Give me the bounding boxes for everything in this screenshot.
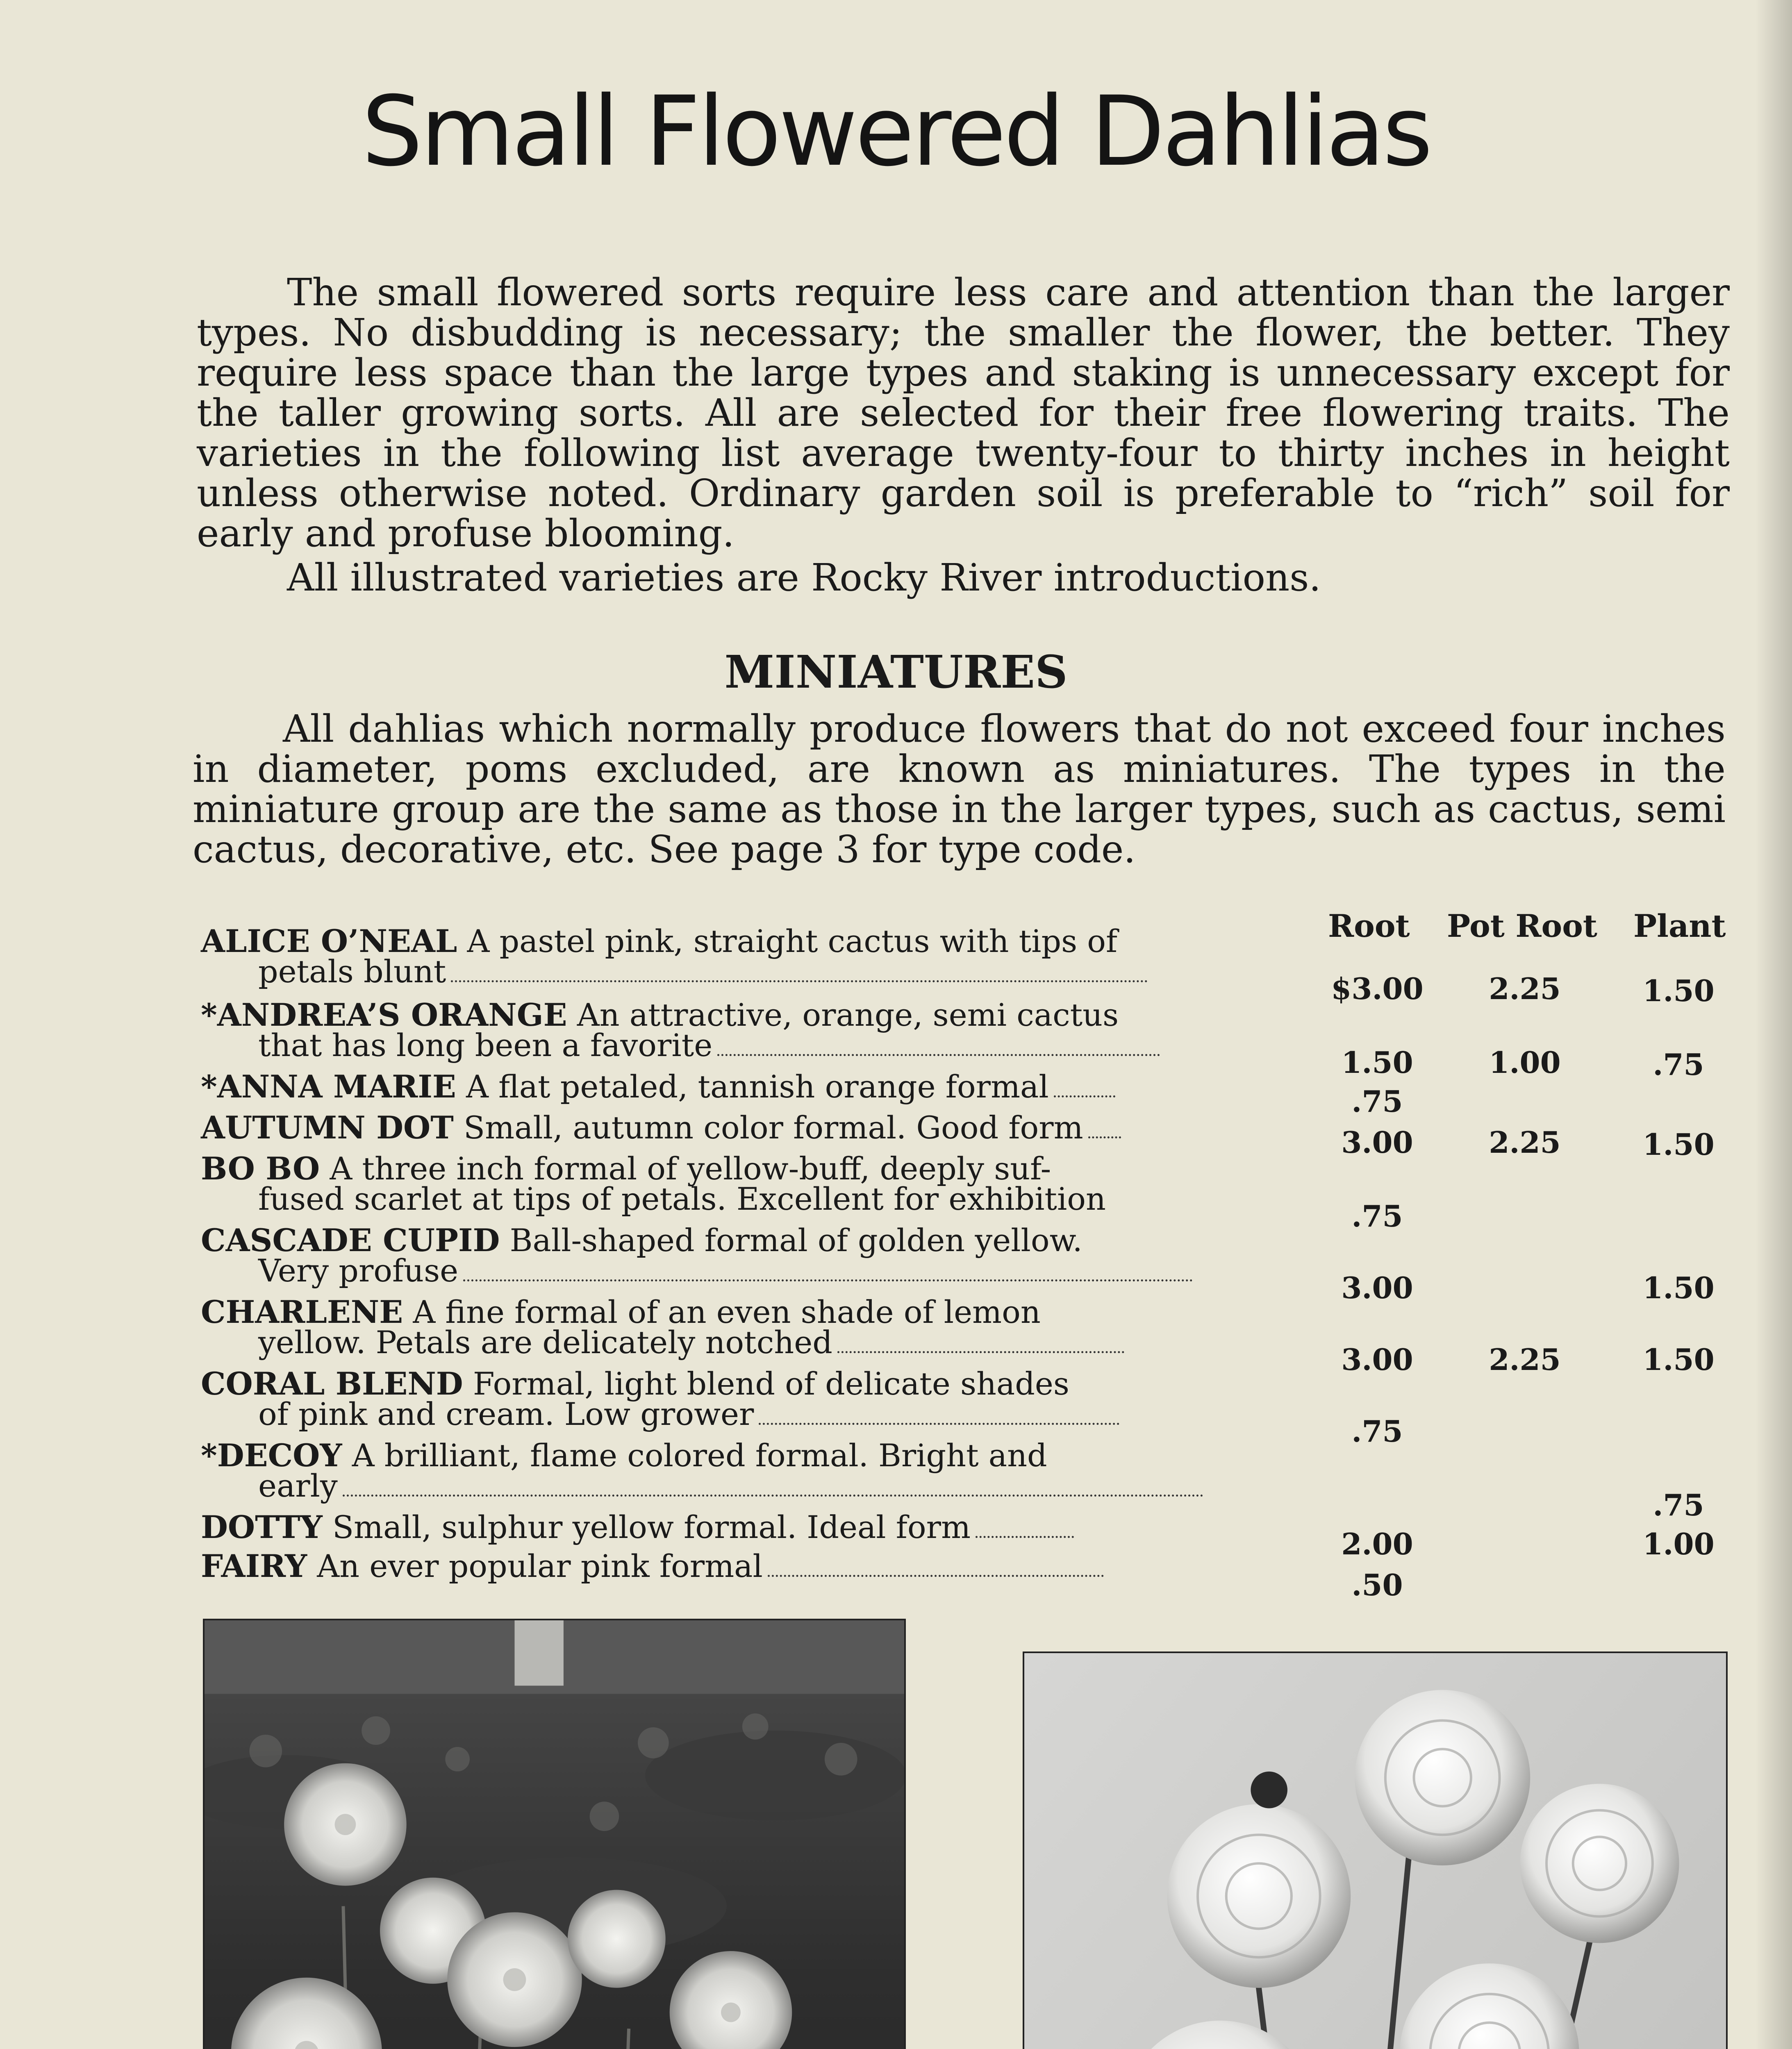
dot-leader xyxy=(717,1054,1160,1056)
section-intro: All dahlias which normally produce flowers that do not exceed four inches in diameter, poms excluded, are known as miniatures. The types in the miniature group are the same as those in the larger types, such as cactus, semi cactus, decorative, etc. See page 3 for type code. xyxy=(193,707,1726,871)
dahlia-field-image xyxy=(205,1620,904,2049)
price-root: 1.50 xyxy=(1341,1045,1413,1080)
dot-leader xyxy=(451,980,1148,982)
price-root: 3.00 xyxy=(1341,1270,1413,1305)
variety-name: ALICE O’NEAL xyxy=(201,923,457,959)
variety-item xyxy=(201,1109,1250,1146)
price-pot-root: 2.25 xyxy=(1489,1342,1561,1377)
variety-description: A brilliant, flame colored formal. Bright and xyxy=(352,1437,1047,1474)
variety-description-cont: petals blunt xyxy=(258,953,446,990)
section-heading: MINIATURES xyxy=(724,645,1068,698)
page-title: Small Flowered Dahlias xyxy=(362,76,1430,188)
variety-description: A pastel pink, straight cactus with tips of xyxy=(467,923,1118,959)
variety-description-cont: early xyxy=(258,1467,338,1504)
variety-name: DOTTY xyxy=(201,1509,323,1545)
dot-leader xyxy=(1054,1095,1115,1097)
price-pot-root: 2.25 xyxy=(1489,971,1561,1006)
dot-leader xyxy=(759,1423,1119,1425)
variety-item xyxy=(201,923,1250,990)
variety-item xyxy=(201,1548,1250,1584)
variety-description-cont: that has long been a favorite xyxy=(258,1027,713,1063)
variety-name: *ANNA MARIE xyxy=(201,1068,456,1105)
column-header-plant: Plant xyxy=(1633,908,1726,944)
price-plant: 1.50 xyxy=(1642,1342,1715,1377)
variety-description-cont: fused scarlet at tips of petals. Excellent for exhibition xyxy=(258,1181,1106,1217)
price-plant: 1.50 xyxy=(1642,973,1715,1008)
column-header-root: Root xyxy=(1328,908,1410,944)
variety-name: CHARLENE xyxy=(201,1294,403,1330)
variety-description: Formal, light blend of delicate shades xyxy=(473,1365,1069,1402)
dot-leader xyxy=(976,1536,1074,1538)
variety-description: An ever popular pink formal xyxy=(317,1548,763,1584)
variety-description: A flat petaled, tannish orange formal xyxy=(466,1068,1049,1105)
price-root: 3.00 xyxy=(1341,1125,1413,1160)
price-plant: 1.50 xyxy=(1642,1127,1715,1162)
price-root: 3.00 xyxy=(1341,1342,1413,1377)
variety-name: FAIRY xyxy=(201,1548,307,1584)
variety-description: Small, autumn color formal. Good form xyxy=(463,1109,1083,1146)
price-root: 2.00 xyxy=(1341,1527,1413,1561)
variety-description: Small, sulphur yellow formal. Ideal form xyxy=(332,1509,971,1545)
variety-description-cont: Very profuse xyxy=(258,1252,459,1289)
variety-description: An attractive, orange, semi cactus xyxy=(577,997,1119,1033)
price-pot-root: 1.00 xyxy=(1489,1045,1561,1080)
variety-description-cont: yellow. Petals are delicately notched xyxy=(258,1324,832,1361)
variety-item xyxy=(201,997,1250,1063)
price-plant: 1.00 xyxy=(1642,1527,1715,1561)
ball-dahlia-image xyxy=(1024,1653,1726,2049)
variety-item xyxy=(201,1365,1250,1432)
dot-leader xyxy=(463,1279,1193,1281)
dot-leader xyxy=(1088,1136,1121,1138)
variety-item xyxy=(201,1068,1250,1105)
variety-name: CORAL BLEND xyxy=(201,1365,463,1402)
price-pot-root: 2.25 xyxy=(1489,1125,1561,1160)
variety-description-cont: of pink and cream. Low grower xyxy=(258,1396,754,1432)
variety-name: *DECOY xyxy=(201,1437,342,1474)
dot-leader xyxy=(343,1495,1203,1497)
variety-item xyxy=(201,1222,1250,1289)
photo-alice-oneil xyxy=(203,1619,906,2049)
price-plant: .75 xyxy=(1653,1488,1704,1522)
variety-name: CASCADE CUPID xyxy=(201,1222,500,1258)
intro-text xyxy=(197,270,1730,602)
price-root: .75 xyxy=(1351,1199,1403,1233)
variety-item xyxy=(201,1150,1250,1217)
intro-paragraph: The small flowered sorts require less care and attention than the larger types. No disbudding is necessary; the smaller the flower, the better. They require less space than the large types and staking is unnecessary except for the taller growing sorts. All are selected for their free flowering traits. The varieties in the following list average twenty-four to thirty inches in height unless otherwise noted. Ordinary garden soil is preferable to “rich” soil for early and profuse blooming. xyxy=(197,270,1730,555)
variety-name: *ANDREA’S ORANGE xyxy=(201,997,567,1033)
price-root: .75 xyxy=(1351,1414,1403,1449)
price-root: .75 xyxy=(1351,1084,1403,1119)
variety-item xyxy=(201,1294,1250,1361)
variety-item xyxy=(201,1509,1250,1545)
variety-description: A three inch formal of yellow-buff, deeply suf- xyxy=(330,1150,1051,1187)
dot-leader xyxy=(768,1575,1104,1577)
variety-name: BO BO xyxy=(201,1150,320,1187)
photo-cascade-cupid xyxy=(1023,1651,1728,2049)
dot-leader xyxy=(837,1351,1124,1353)
page-edge-shadow xyxy=(1755,0,1792,2049)
variety-name: AUTUMN DOT xyxy=(201,1109,454,1146)
column-header-pot-root: Pot Root xyxy=(1447,908,1598,944)
variety-description: A fine formal of an even shade of lemon xyxy=(413,1294,1041,1330)
price-root: .50 xyxy=(1351,1567,1403,1602)
intro-note: All illustrated varieties are Rocky River introductions. xyxy=(287,556,1321,600)
variety-description: Ball-shaped formal of golden yellow. xyxy=(509,1222,1082,1258)
price-plant: .75 xyxy=(1653,1047,1704,1082)
variety-item xyxy=(201,1437,1250,1504)
price-root: $3.00 xyxy=(1331,971,1424,1006)
price-plant: 1.50 xyxy=(1642,1270,1715,1305)
